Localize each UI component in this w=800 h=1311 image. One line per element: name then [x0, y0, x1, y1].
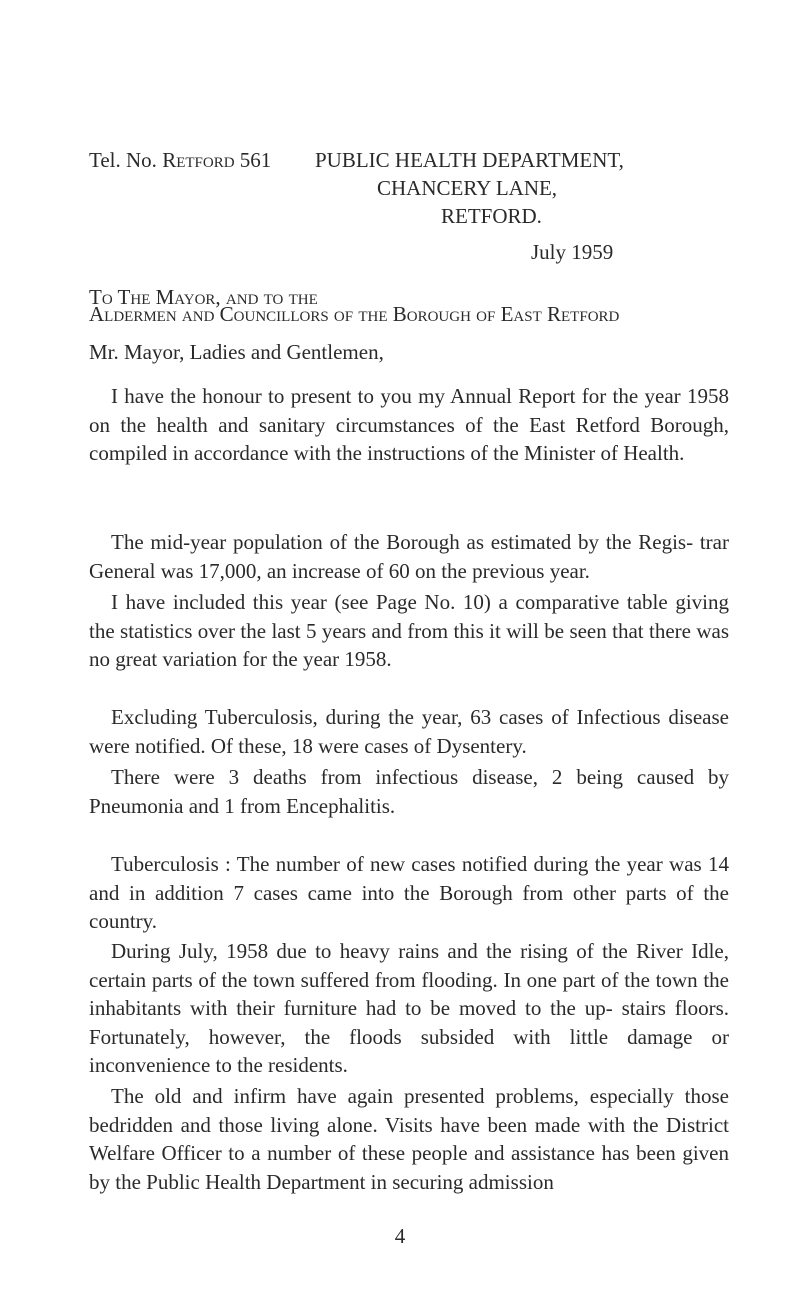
paragraph-deaths: There were 3 deaths from infectious disease, 2 being caused by Pneumonia and 1 from Encephalitis. — [89, 765, 729, 818]
page-number: 4 — [394, 1224, 406, 1248]
paragraph-infectious-disease: Excluding Tuberculosis, during the year, 63 cases of Infectious disease were notified. Of these, 18 were cases of Dysentery. — [89, 705, 729, 758]
town-address: RETFORD. — [441, 204, 542, 228]
department-name: PUBLIC HEALTH DEPARTMENT, — [315, 148, 624, 172]
addressee-line-1: To The Mayor, and to the — [89, 285, 318, 309]
telephone-number — [89, 146, 271, 174]
street-address: CHANCERY LANE, — [377, 176, 558, 200]
letter-date: July 1959 — [531, 240, 614, 264]
paragraph-report-intro: I have the honour to present to you my Annual Report for the year 1958 on the health and sanitary circumstances of the East Retford Borough, compiled in accordance with the instructions of the Minister of Health. — [89, 384, 729, 465]
tel-digits: 561 — [234, 148, 272, 172]
paragraph-tuberculosis: Tuberculosis : The number of new cases notified during the year was 14 and in addition 7 cases came into the Borough from other parts of the country. — [89, 852, 729, 933]
paragraph-flooding: During July, 1958 due to heavy rains and the rising of the River Idle, certain parts of the town suffered from flooding. In one part of the town the inhabitants with their furniture had to be moved to the up- stairs floors. Fortunately, however, the floods subsided with little damage or inconvenience to the residents. — [89, 939, 729, 1077]
paragraph-old-and-infirm: The old and infirm have again presented problems, especially those bedridden and those living alone. Visits have been made with the District Welfare Officer to a number of these people and assistance has been given by the Public Health Department in securing admission — [89, 1084, 729, 1194]
paragraph-population: The mid-year population of the Borough as estimated by the Regis- trar General was 17,000, an increase of 60 on the previous year. — [89, 530, 729, 583]
addressee-line-2: Aldermen and Councillors of the Borough of East Retford — [89, 302, 620, 326]
tel-prefix: Tel. No. — [89, 148, 163, 172]
paragraph-comparative-table: I have included this year (see Page No. 10) a comparative table giving the statistics over the last 5 years and from this it will be seen that there was no great variation for the year 1958. — [89, 590, 729, 671]
tel-town: Retford — [162, 148, 235, 172]
salutation: Mr. Mayor, Ladies and Gentlemen, — [89, 340, 384, 364]
